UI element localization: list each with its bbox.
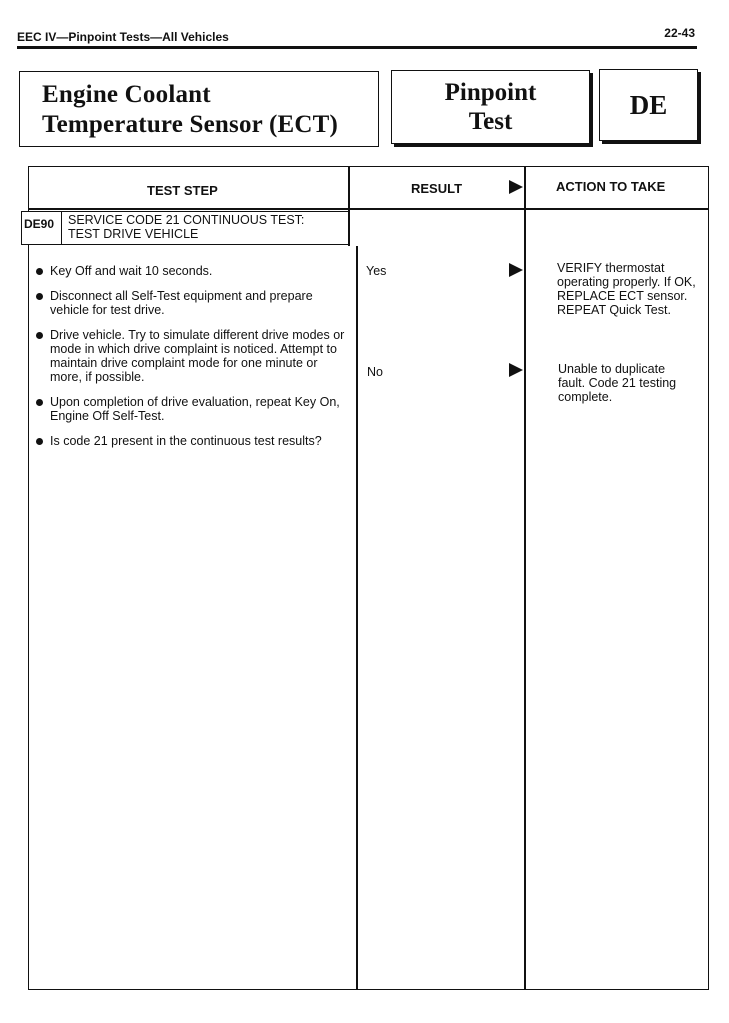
list-item: Drive vehicle. Try to simulate different drive modes or mode in which drive complaint is noticed. Attempt to maintain drive complaint mode for one minute or more, if possible. [36,328,346,384]
list-item: Disconnect all Self-Test equipment and prepare vehicle for test drive. [36,289,346,317]
arrow-right-icon [509,363,523,377]
test-code-box [599,69,698,141]
bullet-icon [36,399,43,406]
col-header-action: ACTION TO TAKE [556,179,666,194]
result-yes: Yes [366,264,387,278]
step-title: SERVICE CODE 21 CONTINUOUS TEST: TEST DRIVE VEHICLE [68,213,305,241]
bullet-icon [36,332,43,339]
page-number: 22-43 [664,26,695,40]
header-row-rule [28,208,709,210]
action-no: Unable to duplicate fault. Code 21 testing complete. [558,362,677,404]
pinpoint-line-1: Pinpoint [444,79,537,106]
result-no: No [367,365,383,379]
step-id: DE90 [22,212,62,244]
step-list [36,264,346,459]
title-line-2: Temperature Sensor (ECT) [42,111,338,138]
step-header [21,211,349,245]
section-header: EEC IV—Pinpoint Tests—All Vehicles [17,30,229,44]
col-header-test-step: TEST STEP [147,183,218,198]
header-rule [17,46,697,49]
list-item: Is code 21 present in the continuous test results? [36,434,346,448]
bullet-icon [36,293,43,300]
column-divider-lower [356,246,358,990]
pinpoint-line-2: Test [468,108,513,135]
column-divider-action [524,166,526,990]
list-item: Key Off and wait 10 seconds. [36,264,346,278]
bullet-icon [36,438,43,445]
page-title [42,80,338,140]
list-item: Upon completion of drive evaluation, repeat Key On, Engine Off Self-Test. [36,395,346,423]
arrow-right-icon [509,180,523,194]
bullet-icon [36,268,43,275]
title-line-1: Engine Coolant [42,81,211,108]
test-code: DE [629,90,668,120]
pinpoint-test-box [391,70,590,144]
title-box [19,71,379,147]
action-yes: VERIFY thermostat operating properly. If OK, REPLACE ECT sensor. REPEAT Quick Test. [557,261,696,317]
arrow-right-icon [509,263,523,277]
col-header-result: RESULT [411,181,463,196]
